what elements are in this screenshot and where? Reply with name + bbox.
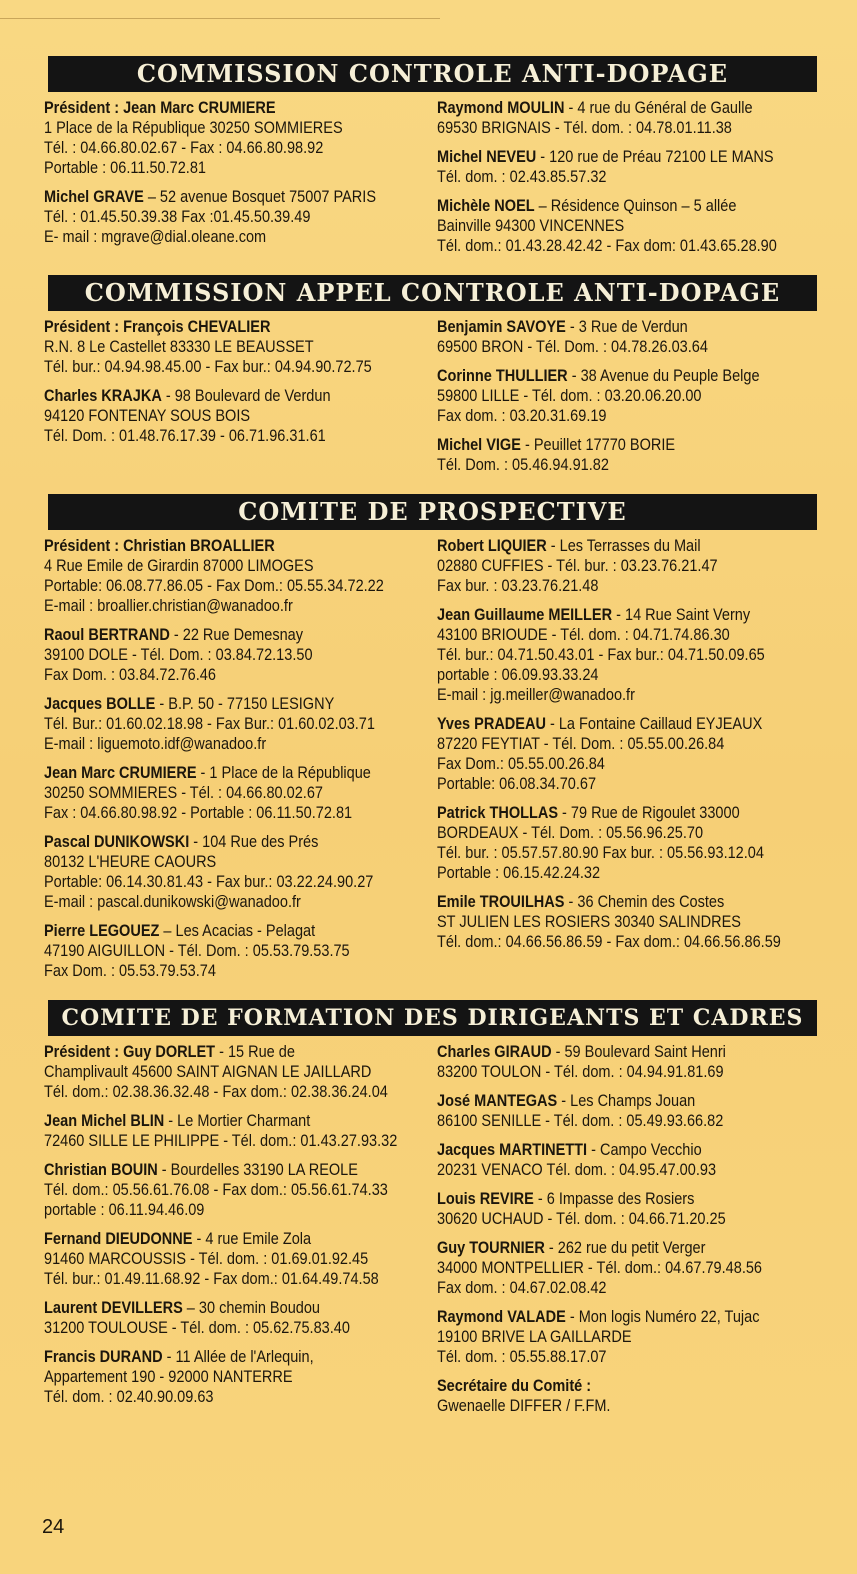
right-column xyxy=(437,98,817,265)
member-entry xyxy=(437,1238,815,1298)
member-entry xyxy=(437,536,815,596)
member-detail: – 52 avenue Bosquet 75007 PARIS xyxy=(143,188,377,206)
entry-first-line xyxy=(437,1042,815,1062)
member-detail: – Les Acacias - Pelagat xyxy=(159,922,316,940)
committee-section xyxy=(44,1000,817,1425)
member-name: Président : Christian BROALLIER xyxy=(44,537,275,555)
entry-first-line xyxy=(44,1229,418,1249)
committee-section xyxy=(44,275,817,484)
member-entry xyxy=(437,196,815,256)
member-detail-line: E-mail : pascal.dunikowski@wanadoo.fr xyxy=(44,893,301,911)
section-columns xyxy=(44,98,817,265)
member-detail-line: Tél. bur.: 01.49.11.68.92 - Fax dom.: 01.64.49.74.58 xyxy=(44,1270,379,1288)
member-name: Charles KRAJKA xyxy=(44,387,162,405)
entry-first-line xyxy=(437,1376,815,1396)
member-detail-line: 59800 LILLE - Tél. dom. : 03.20.06.20.00 xyxy=(437,387,702,405)
entry-first-line xyxy=(437,366,815,386)
entry-first-line xyxy=(44,1347,418,1367)
member-detail-line: Fax : 04.66.80.98.92 - Portable : 06.11.50.72.81 xyxy=(44,804,353,822)
member-detail-line: ST JULIEN LES ROSIERS 30340 SALINDRES xyxy=(437,913,741,931)
member-name: Président : François CHEVALIER xyxy=(44,318,271,336)
entry-first-line xyxy=(437,98,815,118)
member-detail-line: Tél. dom.: 04.66.56.86.59 - Fax dom.: 04.66.56.86.59 xyxy=(437,933,781,951)
member-detail-line: Tél. dom.: 02.38.36.32.48 - Fax dom.: 02.38.36.24.04 xyxy=(44,1083,388,1101)
member-detail-line: Fax dom. : 04.67.02.08.42 xyxy=(437,1279,607,1297)
member-detail: - 15 Rue de xyxy=(215,1043,295,1061)
section-title: COMMISSION CONTROLE ANTI-DOPAGE xyxy=(48,56,817,92)
member-detail-line: 47190 AIGUILLON - Tél. Dom. : 05.53.79.53.75 xyxy=(44,942,350,960)
member-detail-line: E-mail : broallier.christian@wanadoo.fr xyxy=(44,597,293,615)
member-detail: - 22 Rue Demesnay xyxy=(169,626,304,644)
member-detail-line: 30250 SOMMIERES - Tél. : 04.66.80.02.67 xyxy=(44,784,324,802)
member-detail-line: Tél. bur.: 04.71.50.43.01 - Fax bur.: 04.71.50.09.65 xyxy=(437,646,765,664)
member-detail: - 14 Rue Saint Verny xyxy=(612,606,751,624)
member-entry xyxy=(44,921,418,981)
member-entry xyxy=(437,1140,815,1180)
member-detail-line: Fax Dom. : 03.84.72.76.46 xyxy=(44,666,216,684)
member-detail-line: R.N. 8 Le Castellet 83330 LE BEAUSSET xyxy=(44,338,314,356)
member-name: Pascal DUNIKOWSKI xyxy=(44,833,190,851)
section-columns xyxy=(44,317,817,484)
member-entry xyxy=(437,803,815,883)
entry-first-line xyxy=(44,921,418,941)
member-detail-line: 1 Place de la République 30250 SOMMIERES xyxy=(44,119,343,137)
entry-first-line xyxy=(437,714,815,734)
member-detail-line: Tél. : 01.45.50.39.38 Fax :01.45.50.39.49 xyxy=(44,208,311,226)
entry-first-line xyxy=(437,605,815,625)
member-detail-line: 80132 L'HEURE CAOURS xyxy=(44,853,217,871)
member-detail: - 262 rue du petit Verger xyxy=(544,1239,706,1257)
member-entry xyxy=(44,317,418,377)
member-name: Secrétaire du Comité : xyxy=(437,1377,592,1395)
member-detail: - 36 Chemin des Costes xyxy=(564,893,725,911)
member-entry xyxy=(44,694,418,754)
member-detail: - Campo Vecchio xyxy=(587,1141,702,1159)
member-name: Jacques MARTINETTI xyxy=(437,1141,588,1159)
entry-first-line xyxy=(437,196,815,216)
member-detail-line: Tél. bur.: 04.94.98.45.00 - Fax bur.: 04.94.90.72.75 xyxy=(44,358,372,376)
member-name: Michel GRAVE xyxy=(44,188,144,206)
member-detail-line: 87220 FEYTIAT - Tél. Dom. : 05.55.00.26.84 xyxy=(437,735,725,753)
member-detail: - B.P. 50 - 77150 LESIGNY xyxy=(155,695,335,713)
member-detail-line: Tél. Bur.: 01.60.02.18.98 - Fax Bur.: 01.60.02.03.71 xyxy=(44,715,375,733)
member-detail-line: 43100 BRIOUDE - Tél. dom. : 04.71.74.86.30 xyxy=(437,626,730,644)
sections-container xyxy=(44,56,817,1425)
entry-first-line xyxy=(437,1238,815,1258)
member-name: Laurent DEVILLERS xyxy=(44,1299,183,1317)
member-entry xyxy=(44,386,418,446)
member-entry xyxy=(437,1042,815,1082)
member-detail-line: Portable : 06.15.42.24.32 xyxy=(437,864,601,882)
entry-first-line xyxy=(437,1189,815,1209)
member-detail: - 4 rue Emile Zola xyxy=(192,1230,312,1248)
member-entry xyxy=(437,147,815,187)
member-detail-line: E- mail : mgrave@dial.oleane.com xyxy=(44,228,267,246)
member-name: Jacques BOLLE xyxy=(44,695,156,713)
member-entry xyxy=(437,892,815,952)
member-detail-line: Tél. Dom. : 01.48.76.17.39 - 06.71.96.31.61 xyxy=(44,427,326,445)
member-detail-line: Bainville 94300 VINCENNES xyxy=(437,217,625,235)
member-detail: - Mon logis Numéro 22, Tujac xyxy=(565,1308,760,1326)
member-entry xyxy=(437,366,815,426)
member-detail-line: Tél. bur. : 05.57.57.80.90 Fax bur. : 05.56.93.12.04 xyxy=(437,844,764,862)
member-name: Francis DURAND xyxy=(44,1348,163,1366)
left-column xyxy=(44,1042,420,1425)
member-entry xyxy=(437,1189,815,1229)
entry-first-line xyxy=(437,317,815,337)
member-name: Emile TROUILHAS xyxy=(437,893,565,911)
entry-first-line xyxy=(44,98,418,118)
member-detail-line: Tél. Dom. : 05.46.94.91.82 xyxy=(437,456,609,474)
member-detail-line: 34000 MONTPELLIER - Tél. dom.: 04.67.79.48.56 xyxy=(437,1259,763,1277)
member-detail-line: Fax dom. : 03.20.31.69.19 xyxy=(437,407,607,425)
member-detail-line: 69530 BRIGNAIS - Tél. dom. : 04.78.01.11.38 xyxy=(437,119,732,137)
member-detail-line: 72460 SILLE LE PHILIPPE - Tél. dom.: 01.43.27.93.32 xyxy=(44,1132,398,1150)
entry-first-line xyxy=(44,694,418,714)
member-detail-line: E-mail : liguemoto.idf@wanadoo.fr xyxy=(44,735,267,753)
member-entry xyxy=(437,435,815,475)
entry-first-line xyxy=(437,1091,815,1111)
right-column xyxy=(437,317,817,484)
member-detail-line: 86100 SENILLE - Tél. dom. : 05.49.93.66.82 xyxy=(437,1112,724,1130)
member-detail-line: Tél. dom. : 02.40.90.09.63 xyxy=(44,1388,214,1406)
entry-first-line xyxy=(437,892,815,912)
member-detail-line: 39100 DOLE - Tél. Dom. : 03.84.72.13.50 xyxy=(44,646,313,664)
right-column xyxy=(437,536,817,990)
entry-first-line xyxy=(44,386,418,406)
member-name: Corinne THULLIER xyxy=(437,367,568,385)
committee-section xyxy=(44,56,817,265)
member-entry xyxy=(437,605,815,705)
member-entry xyxy=(44,1160,418,1220)
member-detail-line: Tél. dom.: 01.43.28.42.42 - Fax dom: 01.43.65.28.90 xyxy=(437,237,777,255)
member-detail: - 98 Boulevard de Verdun xyxy=(161,387,331,405)
entry-first-line xyxy=(44,625,418,645)
member-entry xyxy=(437,317,815,357)
member-detail-line: Tél. : 04.66.80.02.67 - Fax : 04.66.80.98.92 xyxy=(44,139,324,157)
member-name: Fernand DIEUDONNE xyxy=(44,1230,193,1248)
member-detail: - 6 Impasse des Rosiers xyxy=(533,1190,695,1208)
member-detail-line: 19100 BRIVE LA GAILLARDE xyxy=(437,1328,632,1346)
member-name: Robert LIQUIER xyxy=(437,537,547,555)
member-name: Guy TOURNIER xyxy=(437,1239,545,1257)
member-entry xyxy=(44,1229,418,1289)
member-entry xyxy=(437,1376,815,1416)
member-detail-line: 20231 VENACO Tél. dom. : 04.95.47.00.93 xyxy=(437,1161,717,1179)
page-number: 24 xyxy=(42,1516,65,1538)
entry-first-line xyxy=(44,832,418,852)
left-column xyxy=(44,317,420,484)
member-detail: - 59 Boulevard Saint Henri xyxy=(551,1043,726,1061)
entry-first-line xyxy=(437,536,815,556)
entry-first-line xyxy=(437,435,815,455)
entry-first-line xyxy=(44,1111,418,1131)
member-detail: - 4 rue du Général de Gaulle xyxy=(564,99,753,117)
top-rule xyxy=(0,18,440,19)
member-detail-line: 02880 CUFFIES - Tél. bur. : 03.23.76.21.47 xyxy=(437,557,718,575)
member-name: Raoul BERTRAND xyxy=(44,626,170,644)
member-entry xyxy=(44,98,418,178)
section-title: COMITE DE PROSPECTIVE xyxy=(48,494,817,530)
entry-first-line xyxy=(44,1160,418,1180)
entry-first-line xyxy=(437,1307,815,1327)
member-name: Président : Guy DORLET xyxy=(44,1043,216,1061)
member-entry xyxy=(437,1307,815,1367)
member-detail-line: Portable: 06.08.77.86.05 - Fax Dom.: 05.55.34.72.22 xyxy=(44,577,384,595)
member-detail-line: 83200 TOULON - Tél. dom. : 04.94.91.81.69 xyxy=(437,1063,724,1081)
entry-first-line xyxy=(44,317,418,337)
member-detail-line: Tél. dom. : 02.43.85.57.32 xyxy=(437,168,607,186)
member-detail-line: 31200 TOULOUSE - Tél. dom. : 05.62.75.83.40 xyxy=(44,1319,350,1337)
member-detail-line: portable : 06.11.94.46.09 xyxy=(44,1201,205,1219)
member-detail: - Le Mortier Charmant xyxy=(164,1112,311,1130)
member-detail-line: 4 Rue Emile de Girardin 87000 LIMOGES xyxy=(44,557,314,575)
entry-first-line xyxy=(437,803,815,823)
member-detail: - 1 Place de la République xyxy=(196,764,371,782)
member-detail: - 11 Allée de l'Arlequin, xyxy=(162,1348,314,1366)
member-name: Patrick THOLLAS xyxy=(437,804,559,822)
member-detail: - Peuillet 17770 BORIE xyxy=(520,436,676,454)
member-detail: – 30 chemin Boudou xyxy=(182,1299,321,1317)
member-detail-line: Champlivault 45600 SAINT AIGNAN LE JAILLARD xyxy=(44,1063,372,1081)
member-name: Pierre LEGOUEZ xyxy=(44,922,160,940)
member-name: Michel VIGE xyxy=(437,436,521,454)
member-name: Benjamin SAVOYE xyxy=(437,318,566,336)
member-name: Président : Jean Marc CRUMIERE xyxy=(44,99,276,117)
member-detail: - 120 rue de Préau 72100 LE MANS xyxy=(536,148,774,166)
section-columns xyxy=(44,536,817,990)
member-entry xyxy=(44,187,418,247)
member-name: Christian BOUIN xyxy=(44,1161,158,1179)
member-detail-line: Gwenaelle DIFFER / F.FM. xyxy=(437,1397,611,1415)
section-columns xyxy=(44,1042,817,1425)
member-detail-line: 30620 UCHAUD - Tél. dom. : 04.66.71.20.25 xyxy=(437,1210,726,1228)
member-entry xyxy=(44,832,418,912)
member-entry xyxy=(437,98,815,138)
member-detail-line: BORDEAUX - Tél. Dom. : 05.56.96.25.70 xyxy=(437,824,704,842)
entry-first-line xyxy=(437,1140,815,1160)
member-detail: - Bourdelles 33190 LA REOLE xyxy=(157,1161,358,1179)
member-name: Raymond VALADE xyxy=(437,1308,566,1326)
section-title: COMITE DE FORMATION DES DIRIGEANTS ET CADRES xyxy=(48,1000,817,1036)
member-entry xyxy=(44,1042,418,1102)
member-entry xyxy=(437,1091,815,1131)
entry-first-line xyxy=(44,763,418,783)
member-detail-line: Appartement 190 - 92000 NANTERRE xyxy=(44,1368,293,1386)
member-detail: - Les Champs Jouan xyxy=(557,1092,696,1110)
committee-section xyxy=(44,494,817,990)
member-name: Louis REVIRE xyxy=(437,1190,534,1208)
entry-first-line xyxy=(44,536,418,556)
member-detail: - 104 Rue des Prés xyxy=(189,833,319,851)
member-name: Jean Guillaume MEILLER xyxy=(437,606,613,624)
member-detail-line: 91460 MARCOUSSIS - Tél. dom. : 01.69.01.92.45 xyxy=(44,1250,369,1268)
member-detail: - 38 Avenue du Peuple Belge xyxy=(567,367,760,385)
member-detail: - 79 Rue de Rigoulet 33000 xyxy=(558,804,740,822)
right-column xyxy=(437,1042,817,1425)
member-entry xyxy=(44,1298,418,1338)
member-detail: – Résidence Quinson – 5 allée xyxy=(534,197,737,215)
member-name: Raymond MOULIN xyxy=(437,99,565,117)
member-entry xyxy=(44,1347,418,1407)
member-name: Yves PRADEAU xyxy=(437,715,546,733)
member-name: Michèle NOEL xyxy=(437,197,535,215)
member-detail-line: 69500 BRON - Tél. Dom. : 04.78.26.03.64 xyxy=(437,338,708,356)
member-name: Michel NEVEU xyxy=(437,148,537,166)
member-detail: - 3 Rue de Verdun xyxy=(565,318,688,336)
member-entry xyxy=(44,625,418,685)
entry-first-line xyxy=(44,1298,418,1318)
member-detail-line: Tél. dom.: 05.56.61.76.08 - Fax dom.: 05.56.61.74.33 xyxy=(44,1181,388,1199)
member-detail-line: Portable : 06.11.50.72.81 xyxy=(44,159,207,177)
member-entry xyxy=(44,763,418,823)
member-detail-line: Portable: 06.08.34.70.67 xyxy=(437,775,597,793)
member-name: José MANTEGAS xyxy=(437,1092,558,1110)
left-column xyxy=(44,536,420,990)
section-title: COMMISSION APPEL CONTROLE ANTI-DOPAGE xyxy=(48,275,817,311)
member-detail-line: E-mail : jg.meiller@wanadoo.fr xyxy=(437,686,635,704)
member-detail-line: Fax Dom. : 05.53.79.53.74 xyxy=(44,962,216,980)
left-column xyxy=(44,98,420,265)
entry-first-line xyxy=(44,1042,418,1062)
member-detail: - La Fontaine Caillaud EYJEAUX xyxy=(545,715,763,733)
member-detail-line: Tél. dom. : 05.55.88.17.07 xyxy=(437,1348,607,1366)
member-detail-line: Portable: 06.14.30.81.43 - Fax bur.: 03.22.24.90.27 xyxy=(44,873,374,891)
entry-first-line xyxy=(437,147,815,167)
member-entry xyxy=(44,536,418,616)
member-entry xyxy=(437,714,815,794)
member-detail-line: 94120 FONTENAY SOUS BOIS xyxy=(44,407,251,425)
member-entry xyxy=(44,1111,418,1151)
entry-first-line xyxy=(44,187,418,207)
member-name: Jean Marc CRUMIERE xyxy=(44,764,197,782)
member-detail: - Les Terrasses du Mail xyxy=(546,537,701,555)
member-detail-line: Fax Dom.: 05.55.00.26.84 xyxy=(437,755,605,773)
member-name: Charles GIRAUD xyxy=(437,1043,552,1061)
member-name: Jean Michel BLIN xyxy=(44,1112,165,1130)
member-detail-line: portable : 06.09.93.33.24 xyxy=(437,666,599,684)
member-detail-line: Fax bur. : 03.23.76.21.48 xyxy=(437,577,599,595)
